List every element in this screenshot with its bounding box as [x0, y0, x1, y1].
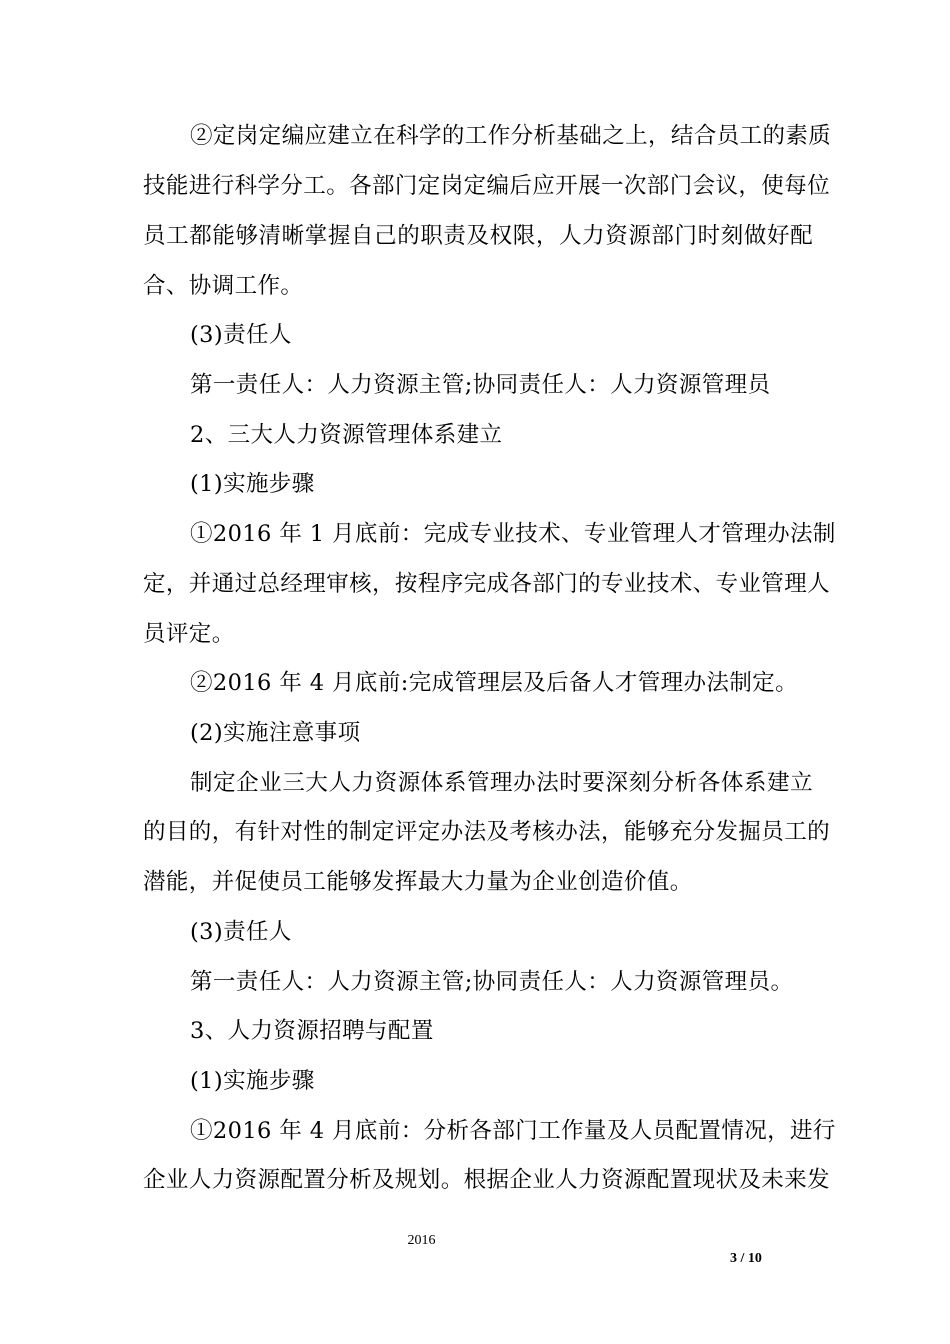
body-line: ①2016 年 1 月底前：完成专业技术、专业管理人才管理办法制 — [190, 521, 836, 547]
body-line: 制定企业三大人力资源体系管理办法时要深刻分析各体系建立 — [190, 770, 813, 796]
section-heading: 2、三大人力资源管理体系建立 — [190, 422, 503, 448]
body-line: 技能进行科学分工。各部门定岗定编后应开展一次部门会议，使每位 — [143, 173, 831, 199]
body-line: 潜能，并促使员工能够发挥最大力量为企业创造价值。 — [143, 869, 693, 895]
subheading: (1)实施步骤 — [190, 471, 315, 497]
body-line: 第一责任人：人力资源主管;协同责任人：人力资源管理员。 — [190, 969, 794, 995]
body-line: 合、协调工作。 — [143, 273, 304, 299]
subheading: (3)责任人 — [190, 322, 292, 348]
subheading: (3)责任人 — [190, 919, 292, 945]
body-line: 第一责任人：人力资源主管;协同责任人：人力资源管理员 — [190, 372, 771, 398]
subheading: (2)实施注意事项 — [190, 720, 361, 746]
page-number: 3 / 10 — [730, 1251, 762, 1266]
body-line: 员评定。 — [143, 621, 235, 647]
body-line: 定，并通过总经理审核，按程序完成各部门的专业技术、专业管理人 — [143, 571, 831, 597]
footer-year: 2016 — [407, 1233, 436, 1248]
body-line: ②2016 年 4 月底前:完成管理层及后备人才管理办法制定。 — [190, 670, 799, 696]
body-line: 员工都能够清晰掌握自己的职责及权限，人力资源部门时刻做好配 — [143, 223, 813, 249]
section-heading: 3、人力资源招聘与配置 — [190, 1018, 434, 1044]
body-line: ②定岗定编应建立在科学的工作分析基础之上，结合员工的素质 — [190, 123, 832, 149]
body-line: 企业人力资源配置分析及规划。根据企业人力资源配置现状及未来发 — [143, 1167, 831, 1193]
body-line: ①2016 年 4 月底前：分析各部门工作量及人员配置情况，进行 — [190, 1118, 836, 1144]
subheading: (1)实施步骤 — [190, 1068, 315, 1094]
body-line: 的目的，有针对性的制定评定办法及考核办法，能够充分发掘员工的 — [143, 819, 831, 845]
